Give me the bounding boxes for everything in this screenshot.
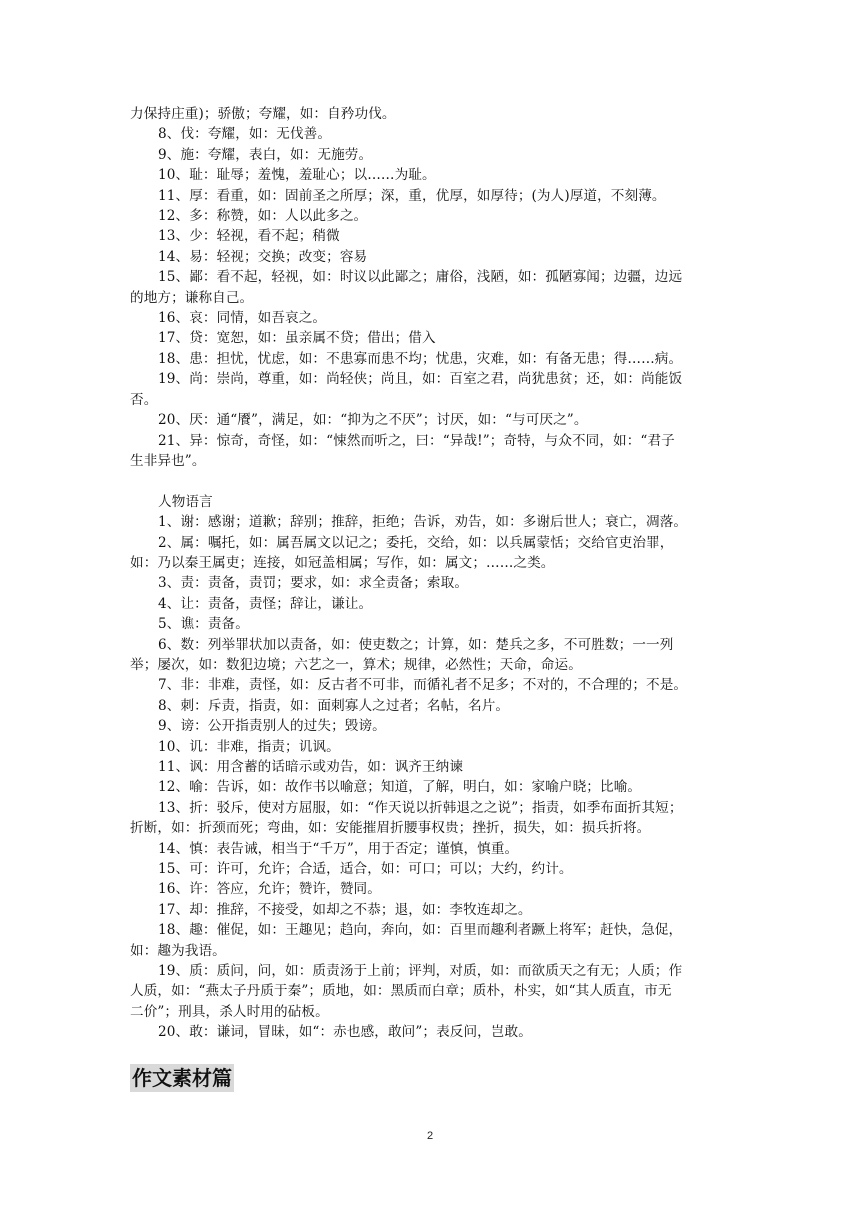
text-line: 19、尚：崇尚，尊重，如：尚轻侠；尚且，如：百室之君，尚犹患贫；还，如：尚能饭: [158, 371, 683, 388]
text-line: 18、趣：催促，如：王趣见；趋向，奔向，如：百里而趣利者蹶上将军；赶快，急促，: [158, 922, 683, 939]
text-line: 14、易：轻视；交换；改变；容易: [158, 248, 368, 265]
text-line: 力保持庄重)；骄傲；夸耀，如：自矜功伐。: [130, 106, 396, 122]
text-line: 12、多：称赞，如：人以此多之。: [158, 208, 368, 225]
text-line: 否。: [130, 391, 158, 408]
text-line: 15、鄙：看不起，轻视，如：时议以此鄙之；庸俗，浅陋，如：孤陋寡闻；边疆，边远: [158, 269, 683, 286]
text-line: 4、让：责备，责怪；辞让，谦让。: [158, 595, 373, 612]
text-line: 如：乃以秦王属吏；连接，如冠盖相属；写作，如：属文；……之类。: [130, 554, 555, 571]
text-line: 2、属：嘱托，如：属吾属文以记之；委托，交给，如：以兵属蒙恬；交给官吏治罪，: [158, 534, 674, 551]
text-line: 17、却：推辞，不接受，如却之不恭；退，如：李牧连却之。: [158, 901, 532, 918]
body-text: [130, 104, 732, 1043]
text-line: 20、厌：通“餍”，满足，如：“抑为之不厌”；讨厌，如：“与可厌之”。: [158, 412, 588, 429]
text-line: 的地方；谦称自己。: [130, 289, 254, 306]
text-line: 8、刺：斥责，指责，如：面刺寡人之过者；名帖，名片。: [158, 697, 510, 714]
section-heading-block: [130, 1064, 234, 1092]
text-line: 7、非：非难，责怪，如：反古者不可非，而循礼者不足多；不对的，不合理的；不是。: [158, 677, 688, 694]
text-line: 10、耻：耻辱；羞愧，羞耻心；以……为耻。: [158, 167, 436, 184]
text-line: 二价”；刑具，杀人时用的砧板。: [130, 1003, 329, 1020]
text-line: 1、谢：感谢；道歉；辞别；推辞，拒绝；告诉，劝告，如：多谢后世人；衰亡，凋落。: [158, 514, 688, 531]
text-line: 11、讽：用含蓄的话暗示或劝告，如：讽齐王纳谏: [158, 758, 464, 775]
text-line: 14、慎：表告诫，相当于“千万”，用于否定；谨慎，慎重。: [158, 840, 519, 857]
text-line: 11、厚：看重，如：固前圣之所厚；深，重，优厚，如厚待；(为人)厚道，不刻薄。: [158, 187, 666, 204]
section-heading: 作文素材篇: [132, 1066, 232, 1090]
text-line: 5、谯：责备。: [158, 616, 249, 633]
text-line: 生非异也”。: [130, 452, 206, 469]
text-line: 折断，如：折颈而死；弯曲，如：安能摧眉折腰事权贵；挫折，损失，如：损兵折将。: [130, 820, 651, 837]
text-line: 18、患：担忧，忧虑，如：不患寡而患不均；忧患，灾难，如：有备无患；得……病。: [158, 350, 683, 367]
text-line: 19、质：质问，问，如：质责汤于上前；评判，对质，如：而欲质天之有无；人质；作: [158, 963, 683, 980]
text-line: 16、哀：同情，如吾哀之。: [158, 310, 327, 327]
text-line: 13、少：轻视，看不起；稍微: [158, 228, 340, 245]
text-line: 9、谤：公开指责别人的过失；毁谤。: [158, 718, 386, 735]
text-line: 人物语言: [158, 493, 213, 510]
text-line: 13、折：驳斥，使对方屈服，如：“作天说以折韩退之之说”；指责，如季布面折其短；: [158, 799, 683, 816]
page-number: 2: [426, 1130, 434, 1142]
text-line: 17、贷：宽恕，如：虽亲属不贷；借出；借入: [158, 330, 436, 347]
text-line: 8、伐：夸耀，如：无伐善。: [158, 126, 332, 143]
text-line: 10、讥：非难，指责；讥讽。: [158, 738, 340, 755]
text-line: 如：趣为我语。: [130, 942, 226, 959]
text-line: 21、异：惊奇，奇怪，如：“悚然而听之，曰：“异哉!”；奇特，与众不同，如：“君子: [158, 432, 675, 449]
text-line: 12、喻：告诉，如：故作书以喻意；知道，了解，明白，如：家喻户晓；比喻。: [158, 779, 642, 796]
blank-line: [130, 471, 732, 491]
text-line: 举；屡次，如：数犯边境；六艺之一，算术；规律，必然性；天命，命运。: [130, 656, 582, 673]
text-line: 9、施：夸耀，表白，如：无施劳。: [158, 146, 373, 163]
text-line: 20、敢：谦词，冒昧，如“：赤也感，敢问”；表反问，岂敢。: [158, 1024, 532, 1041]
text-line: 15、可：许可，允许；合适，适合，如：可口；可以；大约，约计。: [158, 861, 573, 878]
text-line: 人质，如：“燕太子丹质于秦”；质地，如：黑质而白章；质朴，朴实，如“其人质直，市无: [130, 983, 672, 1000]
text-line: 16、许：答应，允许；赞许，赞同。: [158, 881, 381, 898]
text-line: 6、数：列举罪状加以责备，如：使吏数之；计算，如：楚兵之多，不可胜数；一一列: [158, 636, 674, 653]
text-line: 3、责：责备，责罚；要求，如：求全责备；索取。: [158, 575, 469, 592]
